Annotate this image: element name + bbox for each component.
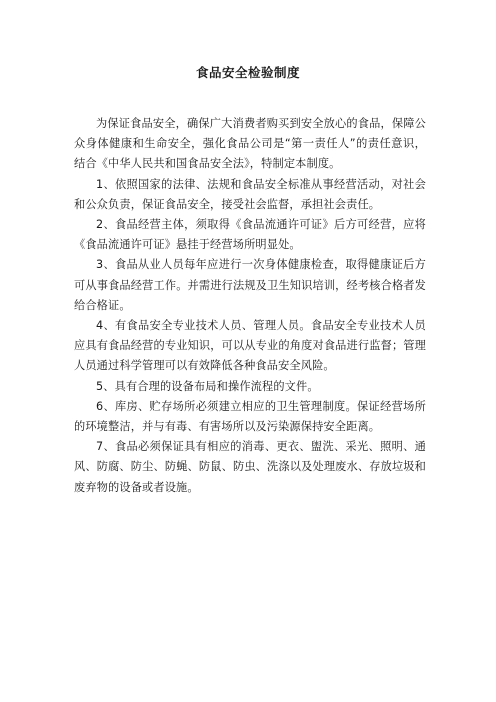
intro-paragraph: 为保证食品安全，确保广大消费者购买到安全放心的食品，保障公众身体健康和生命安全，强化食品公司是“第一责任人”的责任意识，结合《中华人民共和国食品安全法》，特制定本制度。 [74,117,426,171]
clause-4-paragraph: 4、有食品安全专业技术人员、管理人员。食品安全专业技术人员应具有食品经营的专业知识，可以从专业的角度对食品进行监督；管理人员通过科学管理可以有效降低各种食品安全风险。 [74,319,426,373]
document-title: 食品安全检验制度 [195,65,300,80]
clause-6-paragraph: 6、库房、贮存场所必须建立相应的卫生管理制度。保证经营场所的环境整洁，并与有毒、有害场所以及污染源保持安全距离。 [74,399,426,434]
clause-5-paragraph: 5、具有合理的设备布局和操作流程的文件。 [96,379,319,393]
clause-7-paragraph: 7、食品必须保证具有相应的消毒、更衣、盥洗、采光、照明、通风、防腐、防尘、防蝇、防鼠、防虫、洗涤以及处理废水、存放垃圾和废弃物的设备或者设施。 [74,440,426,494]
document-body [74,114,426,498]
clause-1-paragraph: 1、依照国家的法律、法规和食品安全标准从事经营活动，对社会和公众负责，保证食品安全，接受社会监督，承担社会责任。 [74,177,426,211]
clause-3-paragraph: 3、食品从业人员每年应进行一次身体健康检查，取得健康证后方可从事食品经营工作。并需进行法规及卫生知识培训，经考核合格者发给合格证。 [74,258,426,312]
clause-2-paragraph: 2、食品经营主体，须取得《食品流通许可证》后方可经营，应将《食品流通许可证》悬挂于经营场所明显处。 [74,218,426,252]
